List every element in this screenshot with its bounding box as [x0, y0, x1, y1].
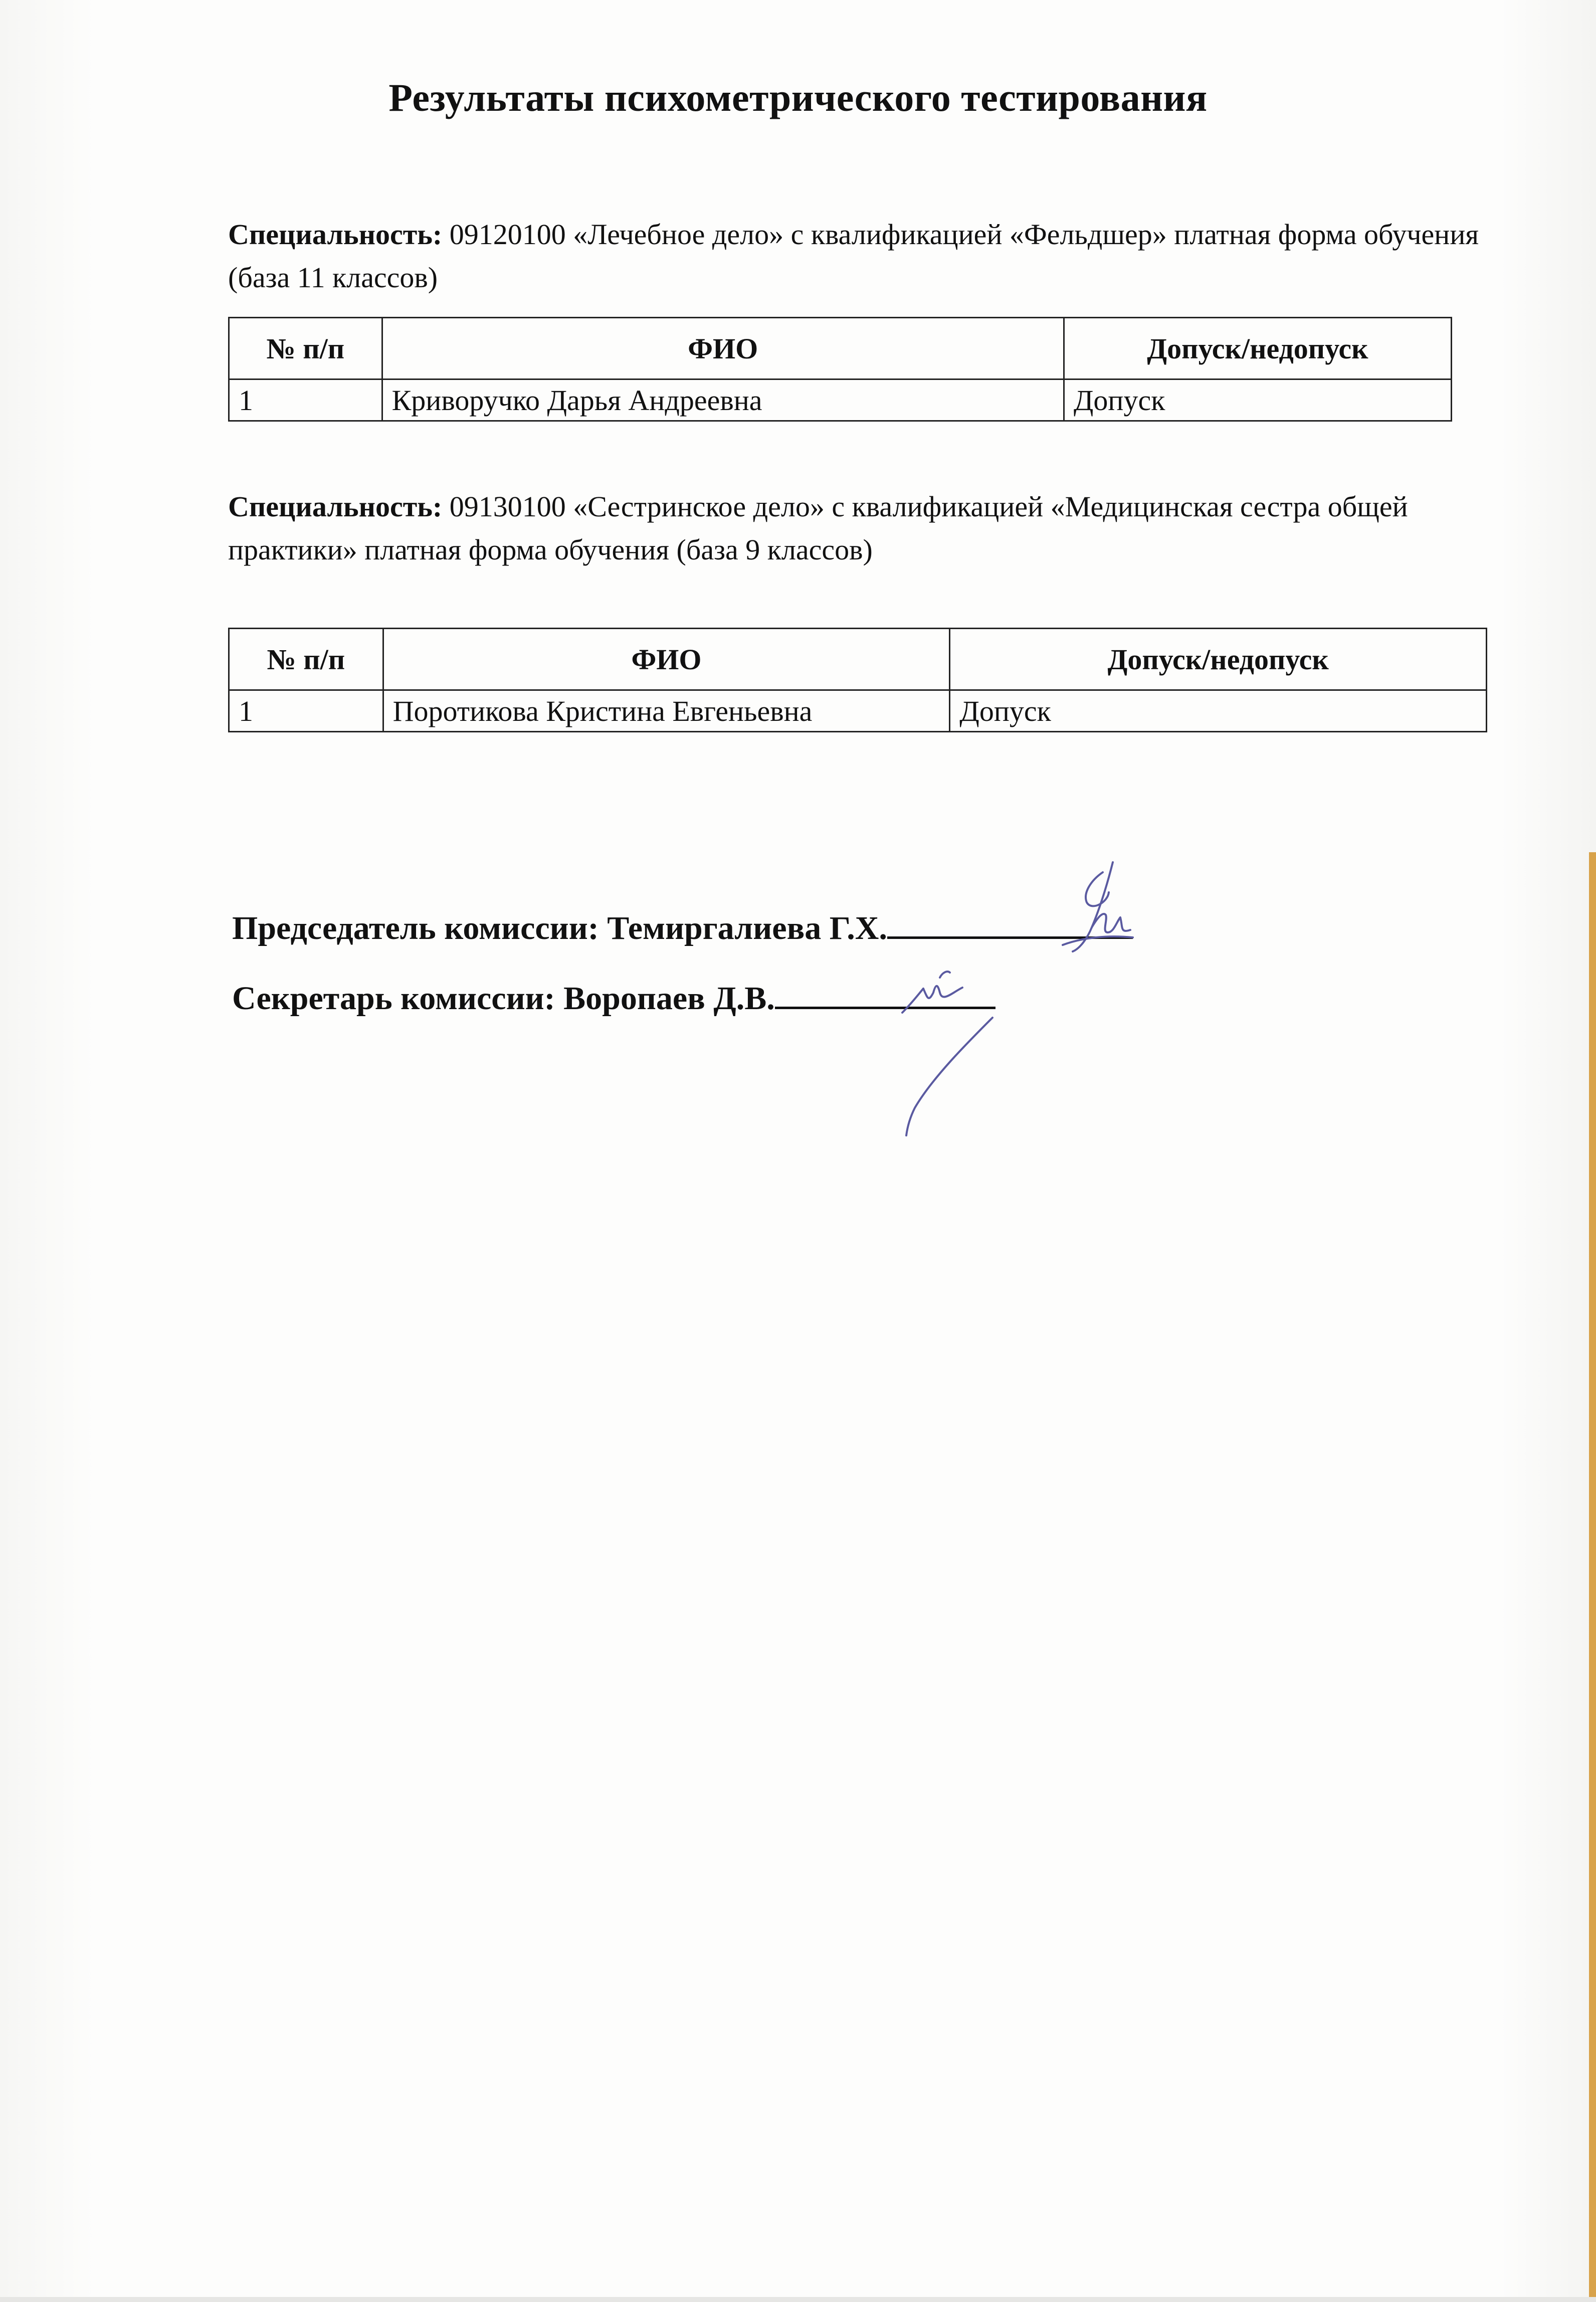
chairman-signature-line — [232, 907, 1133, 947]
row-name: Криворучко Дарья Андреевна — [382, 379, 1064, 421]
page-title: Результаты психометрического тестирования — [388, 76, 1208, 119]
table-header-row — [229, 629, 1487, 690]
column-header-admission: Допуск/недопуск — [1064, 318, 1451, 379]
paper-bottom-edge — [0, 2297, 1596, 2302]
column-header-admission: Допуск/недопуск — [950, 629, 1487, 690]
specialty-2 — [228, 485, 1501, 571]
row-name: Поротикова Кристина Евгеньевна — [383, 690, 950, 732]
specialty-text: 09120100 «Лечебное дело» с квалификацией «Фельдшер» платная форма обучения (база 11 классов) — [228, 218, 1479, 294]
specialty-text: 09130100 «Сестринское дело» с квалификацией «Медицинская сестра общей практики» платная форма обучения (база 9 классов) — [228, 490, 1408, 566]
secretary-label: Секретарь комиссии: Воропаев Д.В. — [232, 980, 775, 1017]
column-header-number: № п/п — [229, 629, 383, 690]
row-number: 1 — [229, 379, 382, 421]
results-table-2 — [228, 628, 1487, 732]
column-header-name: ФИО — [382, 318, 1064, 379]
column-header-number: № п/п — [229, 318, 382, 379]
table-row — [229, 690, 1487, 732]
secretary-handwritten-signature — [892, 963, 1013, 1143]
row-number: 1 — [229, 690, 383, 732]
chairman-handwritten-signature — [1033, 852, 1153, 968]
specialty-label: Специальность: — [228, 218, 443, 251]
chairman-label: Председатель комиссии: Темиргалиева Г.Х. — [232, 910, 887, 946]
paper-edge — [1589, 852, 1596, 2302]
results-table-1 — [228, 317, 1452, 422]
secretary-signature-line — [232, 978, 995, 1018]
specialty-1 — [228, 213, 1501, 299]
table-header-row — [229, 318, 1452, 379]
column-header-name: ФИО — [383, 629, 950, 690]
table-row — [229, 379, 1452, 421]
row-admission: Допуск — [950, 690, 1487, 732]
specialty-label: Специальность: — [228, 490, 443, 523]
row-admission: Допуск — [1064, 379, 1451, 421]
